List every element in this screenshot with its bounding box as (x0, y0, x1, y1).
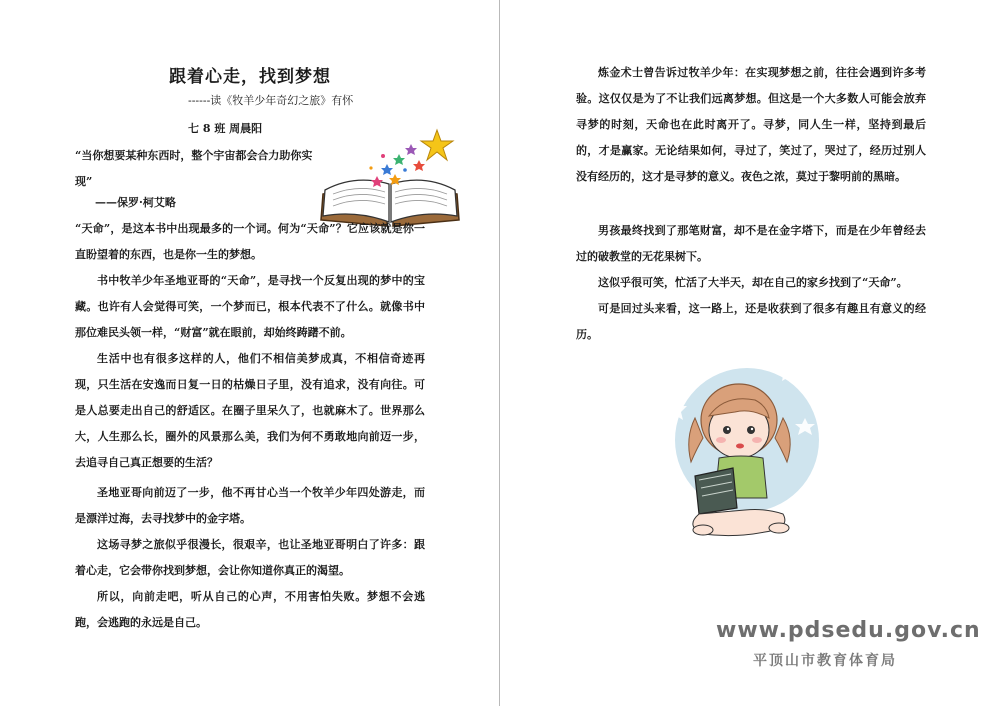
right-paragraph-2: 男孩最终找到了那笔财富，却不是在金字塔下，而是在少年曾经去过的破教堂的无花果树下。 (576, 224, 926, 263)
girl-reading-illustration (655, 358, 830, 543)
essay-title: 跟着心走，找到梦想 (169, 67, 331, 87)
essay-subtitle: ------读《牧羊少年奇幻之旅》有怀 (188, 94, 354, 107)
paragraph-2: 书中牧羊少年圣地亚哥的“天命”，是寻找一个反复出现的梦中的宝藏。也许有人会觉得可笑，一个梦而已，根本代表不了什么。就像书中那位难民头领一样，“财富”就在眼前，却始终踌躇不前。 (75, 274, 425, 339)
watermark-organization: 平顶山市教育体育局 (753, 653, 897, 669)
left-page (0, 0, 499, 706)
epigraph-quote: “当你想要某种东西时，整个宇宙都会合力助你实现” (75, 149, 313, 188)
page-divider (499, 0, 500, 706)
epigraph-attribution: ——保罗·柯艾略 (95, 196, 176, 209)
right-paragraph-1: 炼金术士曾告诉过牧羊少年：在实现梦想之前，往往会遇到许多考验。这仅仅是为了不让我们远离梦想。但这是一个大多数人可能会放弃寻梦的时刻，天命也在此时离开了。寻梦，同人生一样，坚持到最后的，才是赢家。无论结果如何，寻过了，笑过了，哭过了，经历过别人没有经历的，这才是寻梦的意义。夜色之浓，莫过于黎明前的黑暗。 (576, 66, 926, 183)
paragraph-5: 这场寻梦之旅似乎很漫长，很艰辛，也让圣地亚哥明白了许多：跟着心走，它会带你找到梦想，会让你知道你真正的渴望。 (75, 538, 425, 577)
paragraph-4: 圣地亚哥向前迈了一步，他不再甘心当一个牧羊少年四处游走，而是漂洋过海，去寻找梦中的金字塔。 (75, 486, 425, 525)
right-paragraph-4: 可是回过头来看，这一路上，还是收获到了很多有趣且有意义的经历。 (576, 302, 926, 341)
watermark-url: www.pdsedu.gov.cn (716, 618, 981, 643)
paragraph-6: 所以，向前走吧，听从自己的心声，不用害怕失败。梦想不会逃跑，会逃跑的永远是自己。 (75, 590, 425, 629)
right-paragraph-3: 这似乎很可笑，忙活了大半天，却在自己的家乡找到了“天命”。 (598, 276, 908, 289)
paragraph-3: 生活中也有很多这样的人，他们不相信美梦成真，不相信奇迹再现，只生活在安逸而日复一日的枯燥日子里，没有追求，没有向往。可是人总要走出自己的舒适区。在圈子里呆久了，也就麻木了。世界那么大，人生那么长，圈外的风景那么美，我们为何不勇敢地向前迈一步，去追寻自己真正想要的生活？ (75, 352, 425, 469)
author-line: 七 8 班 周晨阳 (188, 122, 263, 135)
paragraph-1: “天命”，是这本书中出现最多的一个词。何为“天命”？它应该就是你一直盼望着的东西，也是你一生的梦想。 (75, 222, 425, 261)
open-book-stars-illustration (315, 124, 465, 230)
